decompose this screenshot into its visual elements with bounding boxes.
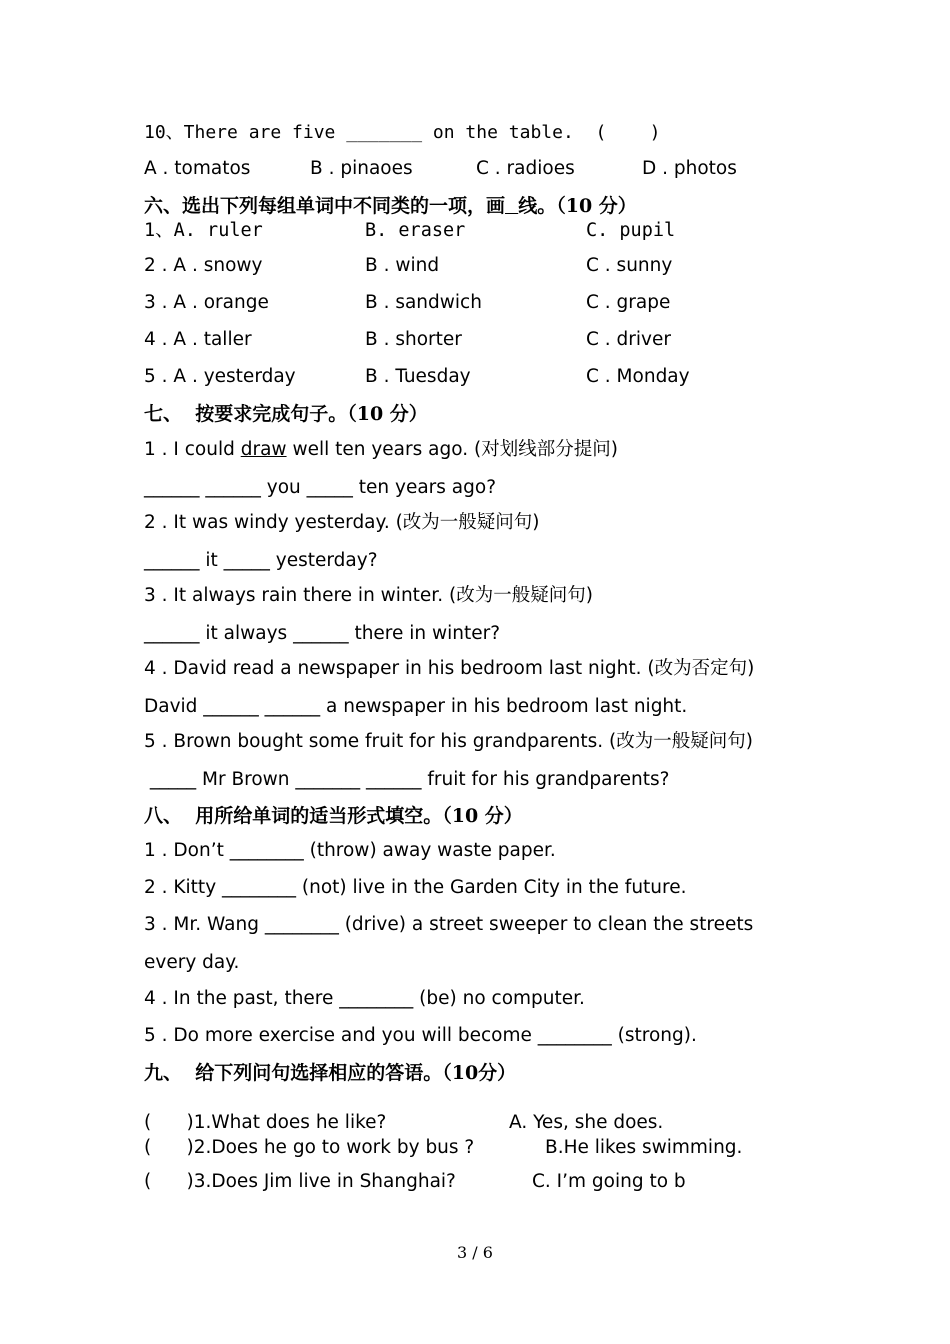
q10-option-b: B . pinaoes <box>310 158 413 179</box>
s7-answer-1: ______ ______ you _____ ten years ago? <box>144 477 497 498</box>
s7-question-3: 3 . It always rain there in winter. (改为一般疑问句) <box>144 585 593 606</box>
s7-answer-5: _____ Mr Brown _______ ______ fruit for his grandparents? <box>144 769 670 790</box>
s6-row2-b: B . wind <box>365 255 440 276</box>
question-10-stem: 10、There are five _______ on the table. ( ) <box>144 122 661 143</box>
heading-underline-blank <box>505 195 518 217</box>
page-number: 3 / 6 <box>457 1243 493 1262</box>
section-7-heading: 七、 按要求完成句子。（10 分） <box>144 403 428 425</box>
s9-answer-b: B.He likes swimming. <box>545 1137 743 1158</box>
s8-item-4: 4 . In the past, there ________ (be) no computer. <box>144 988 585 1009</box>
s6-row3-c: C . grape <box>586 292 671 313</box>
q10-option-a: A . tomatos <box>144 158 251 179</box>
s6-row3-b: B . sandwich <box>365 292 482 313</box>
underlined-word: draw <box>240 439 287 460</box>
s9-answer-a: A. Yes, she does. <box>509 1112 664 1133</box>
s7-question-2: 2 . It was windy yesterday. (改为一般疑问句) <box>144 512 540 533</box>
s9-answer-c: C. I’m going to b <box>532 1171 686 1192</box>
s6-row3-a: 3 . A . orange <box>144 292 269 313</box>
s9-question-1: ( )1.What does he like? <box>144 1112 387 1133</box>
s6-row1-b: B. eraser <box>365 220 466 241</box>
s6-row5-b: B . Tuesday <box>365 366 471 387</box>
s7-answer-4: David ______ ______ a newspaper in his bedroom last night. <box>144 696 688 717</box>
s6-row2-c: C . sunny <box>586 255 673 276</box>
s9-question-3: ( )3.Does Jim live in Shanghai? <box>144 1171 456 1192</box>
section-8-heading: 八、 用所给单词的适当形式填空。（10 分） <box>144 805 523 827</box>
q10-option-c: C . radioes <box>476 158 575 179</box>
s7-question-1: 1 . I could draw well ten years ago. (对划线部分提问) <box>144 439 618 460</box>
s8-item-5: 5 . Do more exercise and you will become ________ (strong). <box>144 1025 697 1046</box>
s7-answer-2: ______ it _____ yesterday? <box>144 550 378 571</box>
s6-row5-a: 5 . A . yesterday <box>144 366 296 387</box>
s8-item-3: 3 . Mr. Wang ________ (drive) a street sweeper to clean the streets <box>144 914 754 935</box>
section-6-heading: 六、选出下列每组单词中不同类的一项，画 线。（10 分） <box>144 195 637 217</box>
s8-item-2: 2 . Kitty ________ (not) live in the Garden City in the future. <box>144 877 687 898</box>
s7-question-4: 4 . David read a newspaper in his bedroom last night. (改为否定句) <box>144 658 755 679</box>
s7-answer-3: ______ it always ______ there in winter? <box>144 623 501 644</box>
s6-row4-a: 4 . A . taller <box>144 329 252 350</box>
s8-item-3-continued: every day. <box>144 952 240 973</box>
s6-row4-c: C . driver <box>586 329 671 350</box>
section-9-heading: 九、 给下列问句选择相应的答语。（10分） <box>144 1062 517 1084</box>
s8-item-1: 1 . Don’t ________ (throw) away waste paper. <box>144 840 556 861</box>
s7-question-5: 5 . Brown bought some fruit for his grandparents. (改为一般疑问句) <box>144 731 753 752</box>
s9-question-2: ( )2.Does he go to work by bus ? <box>144 1137 475 1158</box>
s6-row1-c: C. pupil <box>586 220 676 241</box>
s6-row2-a: 2 . A . snowy <box>144 255 263 276</box>
s6-row1-a: 1、A. ruler <box>144 220 263 241</box>
q10-option-d: D . photos <box>642 158 737 179</box>
s6-row5-c: C . Monday <box>586 366 690 387</box>
s6-row4-b: B . shorter <box>365 329 462 350</box>
